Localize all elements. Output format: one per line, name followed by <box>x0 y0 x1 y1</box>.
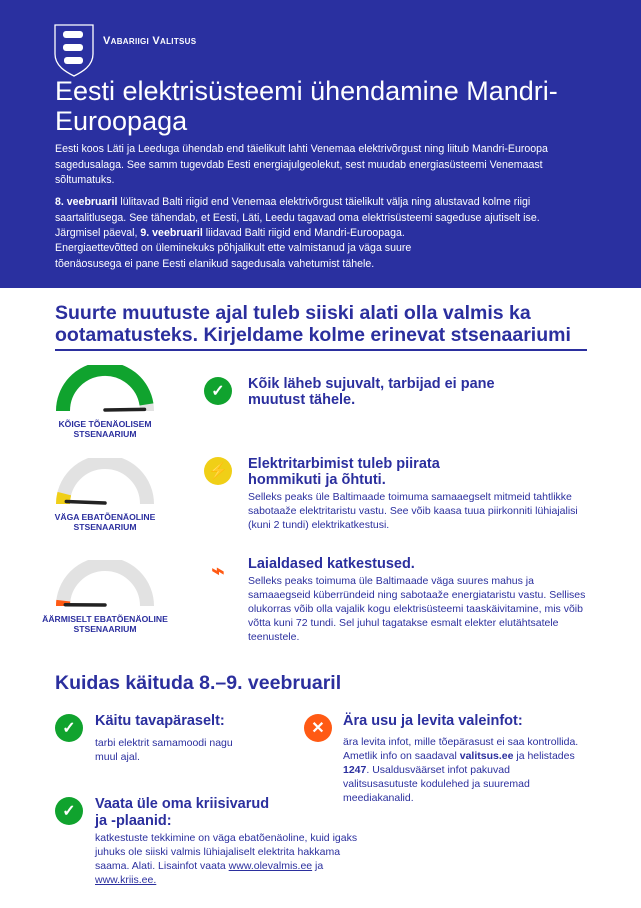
text: ära levita infot, mille tõepärasust ei saa kontrollida. Ametlik info on saadaval <box>343 736 579 762</box>
advice-title: Käitu tavapäraselt: <box>95 713 225 729</box>
scenario-gauge <box>40 365 170 439</box>
olevalmis-link[interactable]: www.olevalmis.ee <box>228 860 313 872</box>
scenario-title: Laialdased katkestused. <box>248 556 415 572</box>
gauge-label: VÄGA EBATÕENÄOLINE STSENAARIUM <box>54 512 156 532</box>
scenario-gauge <box>40 560 170 634</box>
coat-of-arms-logo <box>52 22 96 78</box>
scenario-text: Selleks peaks toimuma üle Baltimaade väga suures mahus ja samaaegseid küberründeid ning sabotaaže energiataristu vastu. Sellises olukorras võib olla vajalik kogu elektrisüsteemi taaskäivitamine, mis võib võtta kuni 72 tundi. Sel juhul tagatakse esmalt elekter elutähtsatele teenustele. <box>248 575 586 643</box>
header-banner <box>0 0 641 288</box>
close-icon: ✕ <box>304 714 332 742</box>
gauge-arc <box>55 458 155 508</box>
scenario-title: Elektritarbimist tuleb piirata hommikuti ja õhtuti. <box>248 456 440 488</box>
intro-paragraph: Eesti koos Läti ja Leeduga ühendab end täielikult lahti Venemaa elektrivõrgust ning liitub Mandri-Euroopa sagedusalaga. See samm tugevdab Eesti energiajulgeolekut, sest muudab energiasüsteemi Venemaast sõltumatuks. <box>55 143 548 186</box>
gauge-arc <box>55 560 155 610</box>
gauge-fill <box>63 494 64 504</box>
scenario-title: Kõik läheb sujuvalt, tarbijad ei pane muutust tähele. <box>248 376 495 408</box>
brand-name: Vabariigi Valitsus <box>103 35 197 47</box>
gauge-arc <box>55 365 155 415</box>
date-bold: 9. veebruaril <box>140 227 203 239</box>
check-icon: ✓ <box>55 797 83 825</box>
gauge-needle <box>105 409 145 410</box>
check-icon: ✓ <box>55 714 83 742</box>
gauge-label: KÕIGE TÕENÄOLISEM STSENAARIUM <box>58 419 152 439</box>
page-title: Eesti elektrisüsteemi ühendamine Mandri-Euroopaga <box>55 76 558 136</box>
energy-paragraph: Energiaettevõtted on üleminekuks põhjalikult ette valmistanud ja väga suure tõenäosusega ei pane Eesti elanikud sagedusala vahetumist tähele. <box>55 242 412 270</box>
scenario-gauge <box>40 458 170 532</box>
dates-paragraph <box>55 195 585 242</box>
date-bold: 8. veebruaril <box>55 196 118 208</box>
text: katkestuste tekkimine on väga ebatõenäoline, kuid igaks juhuks ole siiski valmis lühiajaliselt elektrita hakkama saama. Alati. Lisainfot vaata <box>95 832 358 872</box>
lightning-icon: ⚡ <box>204 457 232 485</box>
gauge-fill <box>63 369 147 411</box>
gauge-label: ÄÄRMISELT EBATÕENÄOLINE STSENAARIUM <box>42 614 168 634</box>
unplugged-icon: ⌁ <box>211 558 225 583</box>
advice-text <box>95 831 365 887</box>
advice-title: Ära usu ja levita valeinfot: <box>343 713 523 729</box>
advice-heading: Kuidas käituda 8.–9. veebruaril <box>55 672 342 694</box>
bold: 1247 <box>343 764 367 776</box>
text: lülitavad Balti riigid end Venemaa elektrivõrgust täielikult välja ning alustavad kolme riigi saartalitlusega. See tähendab, et Eesti, Läti, Leedu tagavad oma elektrisüsteemi sageduse ajutiselt ise. Järgmisel päeval, <box>55 196 540 239</box>
scenario-text: Selleks peaks üle Baltimaade toimuma samaaegselt mitmeid tahtlikke sabotaaže elektritaristu vastu. See võib kaasa tuua piirkonniti lühiajalisi (kuni 2 tundi) elektrikatkestusi. <box>248 491 578 531</box>
kriis-link[interactable]: www.kriis.ee. <box>95 874 157 886</box>
bold: valitsus.ee <box>459 750 514 762</box>
text: ja helistades <box>513 750 575 762</box>
advice-text: tarbi elektrit samamoodi nagu muul ajal. <box>95 737 233 763</box>
text: liidavad Balti riigid end Mandri-Euroopaga. <box>202 227 405 239</box>
advice-title: Vaata üle oma kriisivarud ja -plaanid: <box>95 796 270 829</box>
check-icon: ✓ <box>204 377 232 405</box>
text: . Usaldusväärset infot pakuvad valitsusasutuste kodulehed ja suuremad meediakanalid. <box>343 764 530 804</box>
advice-text <box>343 735 583 805</box>
gauge-needle <box>66 502 105 504</box>
scenarios-heading: Suurte muutuste ajal tuleb siiski alati olla valmis ka ootamatusteks. Kirjeldame kolme erinevat stsenaariumi <box>55 302 571 346</box>
text: ja <box>312 860 324 872</box>
divider <box>55 349 587 351</box>
